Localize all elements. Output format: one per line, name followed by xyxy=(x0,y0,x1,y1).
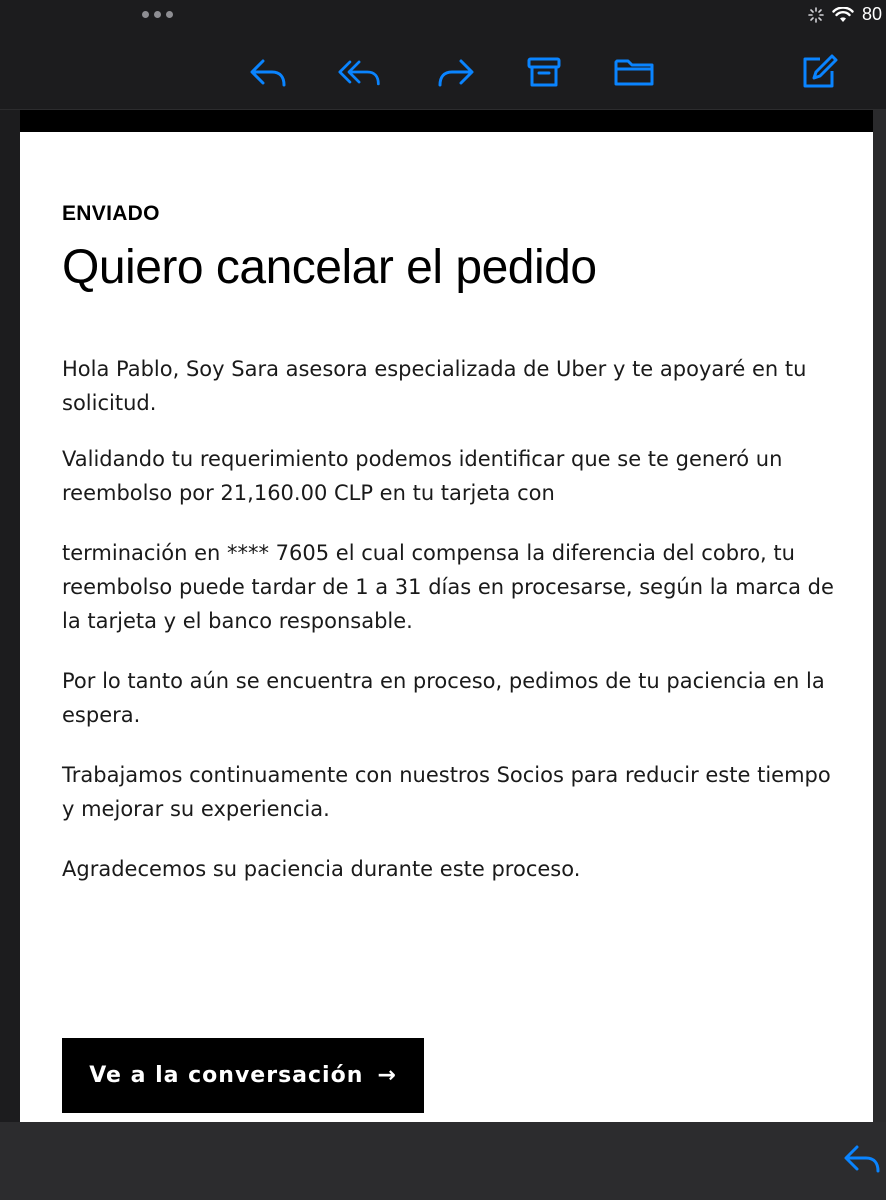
email-content xyxy=(20,132,873,1122)
reply-all-icon[interactable] xyxy=(338,50,382,94)
arrow-right-icon: → xyxy=(377,1063,397,1088)
message-paragraph: Por lo tanto aún se encuentra en proceso, pedimos de tu paciencia en la espera. xyxy=(62,669,825,727)
status-label: ENVIADO xyxy=(62,202,160,225)
scrollbar[interactable] xyxy=(873,110,886,1122)
mail-toolbar xyxy=(0,32,886,110)
archive-icon[interactable] xyxy=(522,50,566,94)
reply-icon[interactable] xyxy=(246,50,290,94)
message-paragraph: Hola Pablo, Soy Sara asesora especializada de Uber y te apoyaré en tu solicitud. xyxy=(62,357,807,415)
left-gutter xyxy=(0,110,20,1122)
wifi-icon xyxy=(832,7,854,23)
email-title: Quiero cancelar el pedido xyxy=(62,241,597,294)
battery-level: 80 xyxy=(861,4,882,24)
multitasking-dots-icon[interactable] xyxy=(142,11,173,18)
compose-icon[interactable] xyxy=(798,50,842,94)
message-paragraph: Validando tu requerimiento podemos identificar que se te generó un reembolso por 21,160.00 CLP en tu tarjeta con xyxy=(62,447,783,505)
reply-icon[interactable] xyxy=(838,1136,886,1180)
message-paragraph: terminación en **** 7605 el cual compensa la diferencia del cobro, tu reembolso puede tardar de 1 a 31 días en procesarse, según la marca de la tarjeta y el banco responsable. xyxy=(62,541,834,633)
go-to-conversation-label: Ve a la conversación xyxy=(89,1063,364,1088)
forward-icon[interactable] xyxy=(434,50,478,94)
go-to-conversation-button[interactable] xyxy=(62,1038,424,1113)
email-message xyxy=(62,202,842,886)
status-indicators xyxy=(808,4,882,25)
message-paragraph: Trabajamos continuamente con nuestros Socios para reducir este tiempo y mejorar su experiencia. xyxy=(62,763,831,821)
email-header-bar xyxy=(20,110,873,132)
folder-icon[interactable] xyxy=(612,50,656,94)
message-paragraph: Agradecemos su paciencia durante este proceso. xyxy=(62,857,581,881)
bottom-toolbar xyxy=(0,1122,886,1200)
activity-spinner-icon xyxy=(808,7,824,23)
status-bar xyxy=(0,0,886,32)
